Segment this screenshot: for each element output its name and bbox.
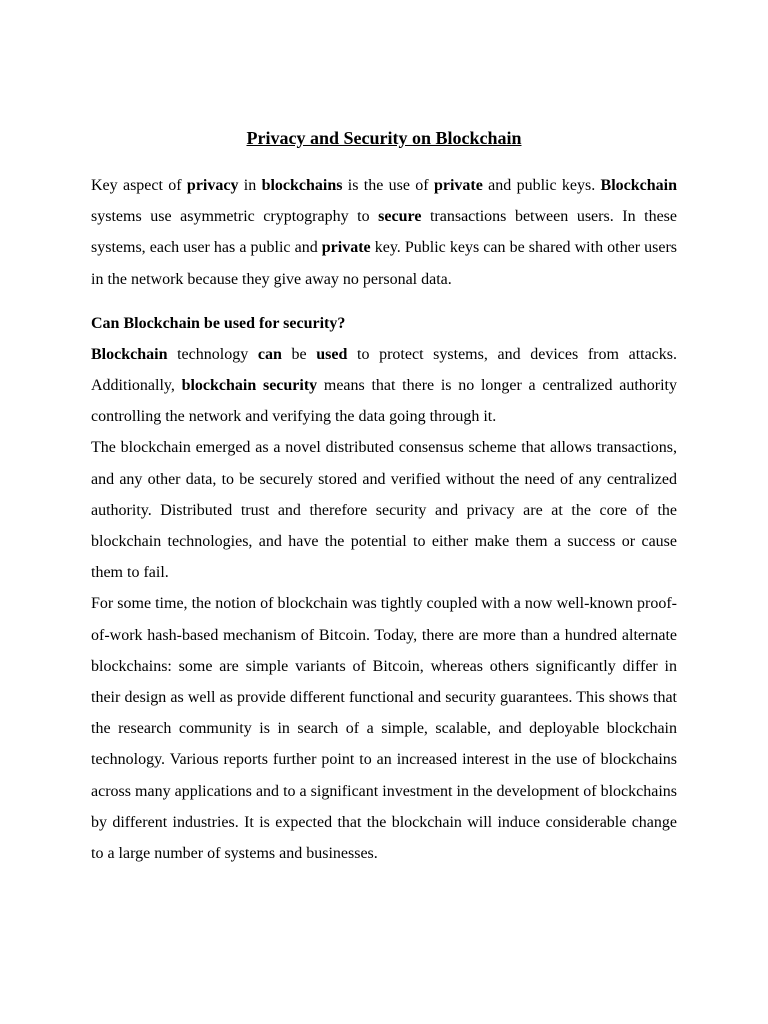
answer-bold-blockchain-security: blockchain security: [181, 377, 318, 395]
intro-text-3: is the use of: [342, 177, 434, 194]
document-page: [91, 124, 677, 869]
answer-text-2: be: [281, 345, 317, 363]
answer-text-1: technology: [167, 345, 258, 363]
intro-text-6: transactions between users. In these systems, each user has a public and: [91, 208, 678, 257]
intro-paragraph: [91, 170, 677, 295]
intro-text-4: and public keys.: [482, 177, 601, 194]
section-heading: Can Blockchain be used for security?: [91, 314, 346, 332]
intro-text-2: in: [238, 177, 262, 194]
answer-bold-used: used: [316, 345, 348, 363]
intro-text-1: Key aspect of: [91, 177, 187, 194]
intro-bold-private-2: private: [321, 239, 371, 257]
answer-bold-blockchain: Blockchain: [91, 345, 168, 363]
body-paragraph-3: For some time, the notion of blockchain was tightly coupled with a now well-known proof-of-work hash-based mechanism of Bitcoin. Today, there are more than a hundred alternate blockchains: some are simple variants of Bitcoin, whereas others significantly differ in their design as well as provide different functional and security guarantees. This shows that the research community is in search of a simple, scalable, and deployable blockchain technology. Various reports further point to an increased interest in the use of blockchains across many applications and to a significant investment in the development of blockchains by different industries. It is expected that the blockchain will induce considerable change to a large number of systems and businesses.: [91, 595, 677, 863]
intro-bold-privacy: privacy: [186, 177, 239, 194]
body-paragraph-2: The blockchain emerged as a novel distributed consensus scheme that allows transactions, and any other data, to be securely stored and verified without the need of any centralized authority. Distributed trust and therefore security and privacy are at the core of the blockchain technologies, and have the potential to either make them a success or cause them to fail.: [91, 439, 677, 582]
answer-bold-can: can: [257, 345, 282, 363]
intro-bold-blockchain: Blockchain: [600, 177, 678, 194]
answer-paragraph: [91, 339, 677, 433]
intro-text-7: key. Public keys can be shared with other users in the network because they give away no personal data.: [91, 239, 678, 288]
document-title: Privacy and Security on Blockchain: [246, 128, 522, 148]
intro-bold-private: private: [433, 177, 483, 194]
answer-text-4: means that there is no longer a centralized authority controlling the network and verifying the data going through it.: [91, 377, 678, 426]
intro-bold-blockchains: blockchains: [261, 177, 343, 194]
answer-text-3: to protect systems, and devices from attacks. Additionally,: [91, 345, 678, 395]
intro-bold-secure: secure: [378, 208, 422, 226]
intro-text-5: systems use asymmetric cryptography to: [91, 208, 379, 226]
